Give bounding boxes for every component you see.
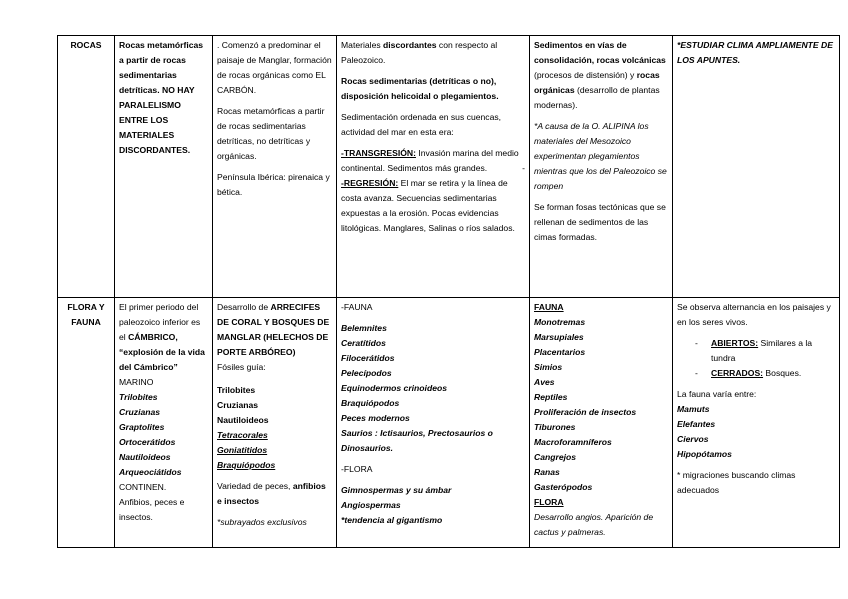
flora-col-5: Se observa alternancia en los paisajes y en los seres vivos. - ABIERTOS: Similares a la tundra - CERRADOS: Bosques. La fauna varía entre: Mamuts Elefantes Ciervos Hipopótamos * migraciones buscando climas adecuados [673, 298, 840, 548]
rocas-c2-p3: Península Ibérica: pirenaica y bética. [217, 172, 330, 197]
rocas-c4-p2: *A causa de la O. ALIPINA los materiales del Mesozoico experimentan plegamientos mientras que los del Paleozoico se rompen [534, 121, 667, 191]
list-item: - ABIERTOS: Similares a la tundra [711, 336, 835, 366]
flora-col-2: Desarrollo de ARRECIFES DE CORAL Y BOSQUES DE MANGLAR (HELECHOS DE PORTE ARBÓREO) Fósiles guía: Trilobites Cruzianas Nautiloideos Tetracorales Goniatitidos Braquiópodos Variedad de peces, anfibios e insectos *subrayados exclusivos [213, 298, 337, 548]
rocas-c4-p3: Se forman fosas tectónicas que se rellenan de sedimentos de las cimas formadas. [534, 202, 666, 242]
flora-col-3: -FAUNA Belemnites Ceratítidos Filocerátidos Pelecípodos Equinodermos crinoideos Braquiópodos Peces modernos Saurios : Ictisaurios, Prectosaurios o Dinosaurios. -FLORA Gimnospermas y su ámbar Angiospermas *tendencia al gigantismo [337, 298, 530, 548]
rocas-col-4 [530, 36, 673, 298]
regresion: -REGRESIÓN: El mar se retira y la línea de costa avanza. Secuencias sedimentarias expuestas a la erosión. Pocas evidencias litológicas. Manglares, Salinas o ríos salados. [341, 178, 515, 233]
rocas-c4-p1: Sedimentos en vías de consolidación, rocas volcánicas (procesos de distensión) y rocas orgánicas (desarrollo de plantas modernas). [534, 40, 666, 110]
flora-col-4: FAUNA Monotremas Marsupiales Placentarios Simios Aves Reptiles Proliferación de insectos Tiburones Macroforamníferos Cangrejos Ranas Gasterópodos FLORA Desarrollo angios. Aparición de cactus y palmeras. [530, 298, 673, 548]
rocas-c3-p2: Rocas sedimentarias (detríticas o no), disposición helicoidal o plegamientos. [341, 76, 499, 101]
flora-col-1: El primer periodo del paleozoico inferior es el CÁMBRICO, “explosión de la vida del Cámbrico” MARINO Trilobites Cruzianas Graptolites Ortocerátidos Nautiloideos Arqueociátidos CONTINEN. Anfibios, peces e insectos. [115, 298, 213, 548]
row-label-flora-fauna: FLORA Y FAUNA [58, 298, 115, 548]
rocas-col-2 [213, 36, 337, 298]
rocas-col-5: *ESTUDIAR CLIMA AMPLIAMENTE DE LOS APUNTES. [673, 36, 840, 298]
transgresion: -TRANSGRESIÓN: Invasión marina del medio continental. Sedimentos más grandes. - [341, 148, 525, 173]
rocas-c3-p3: Sedimentación ordenada en sus cuencas, actividad del mar en esta era: [341, 112, 502, 137]
list-item: - CERRADOS: Bosques. [711, 366, 835, 381]
climate-list [677, 336, 835, 381]
rocas-c2-p1: . Comenzó a predominar el paisaje de Manglar, formación de rocas orgánicas como EL CARBÓN. [217, 40, 332, 95]
rocas-col-3 [337, 36, 530, 298]
geology-table [57, 35, 840, 548]
table-row-flora-fauna [58, 298, 840, 548]
table-row-rocas [58, 36, 840, 298]
rocas-c2-p2: Rocas metamórficas a partir de rocas sedimentarias detríticas, no detríticas y orgánicas. [217, 106, 325, 161]
rocas-col-1: Rocas metamórficas a partir de rocas sedimentarias detríticas. NO HAY PARALELISMO ENTRE LOS MATERIALES DISCORDANTES. [115, 36, 213, 298]
row-label-rocas: ROCAS [58, 36, 115, 298]
rocas-c3-p1: Materiales discordantes con respecto al Paleozoico. [341, 40, 498, 65]
